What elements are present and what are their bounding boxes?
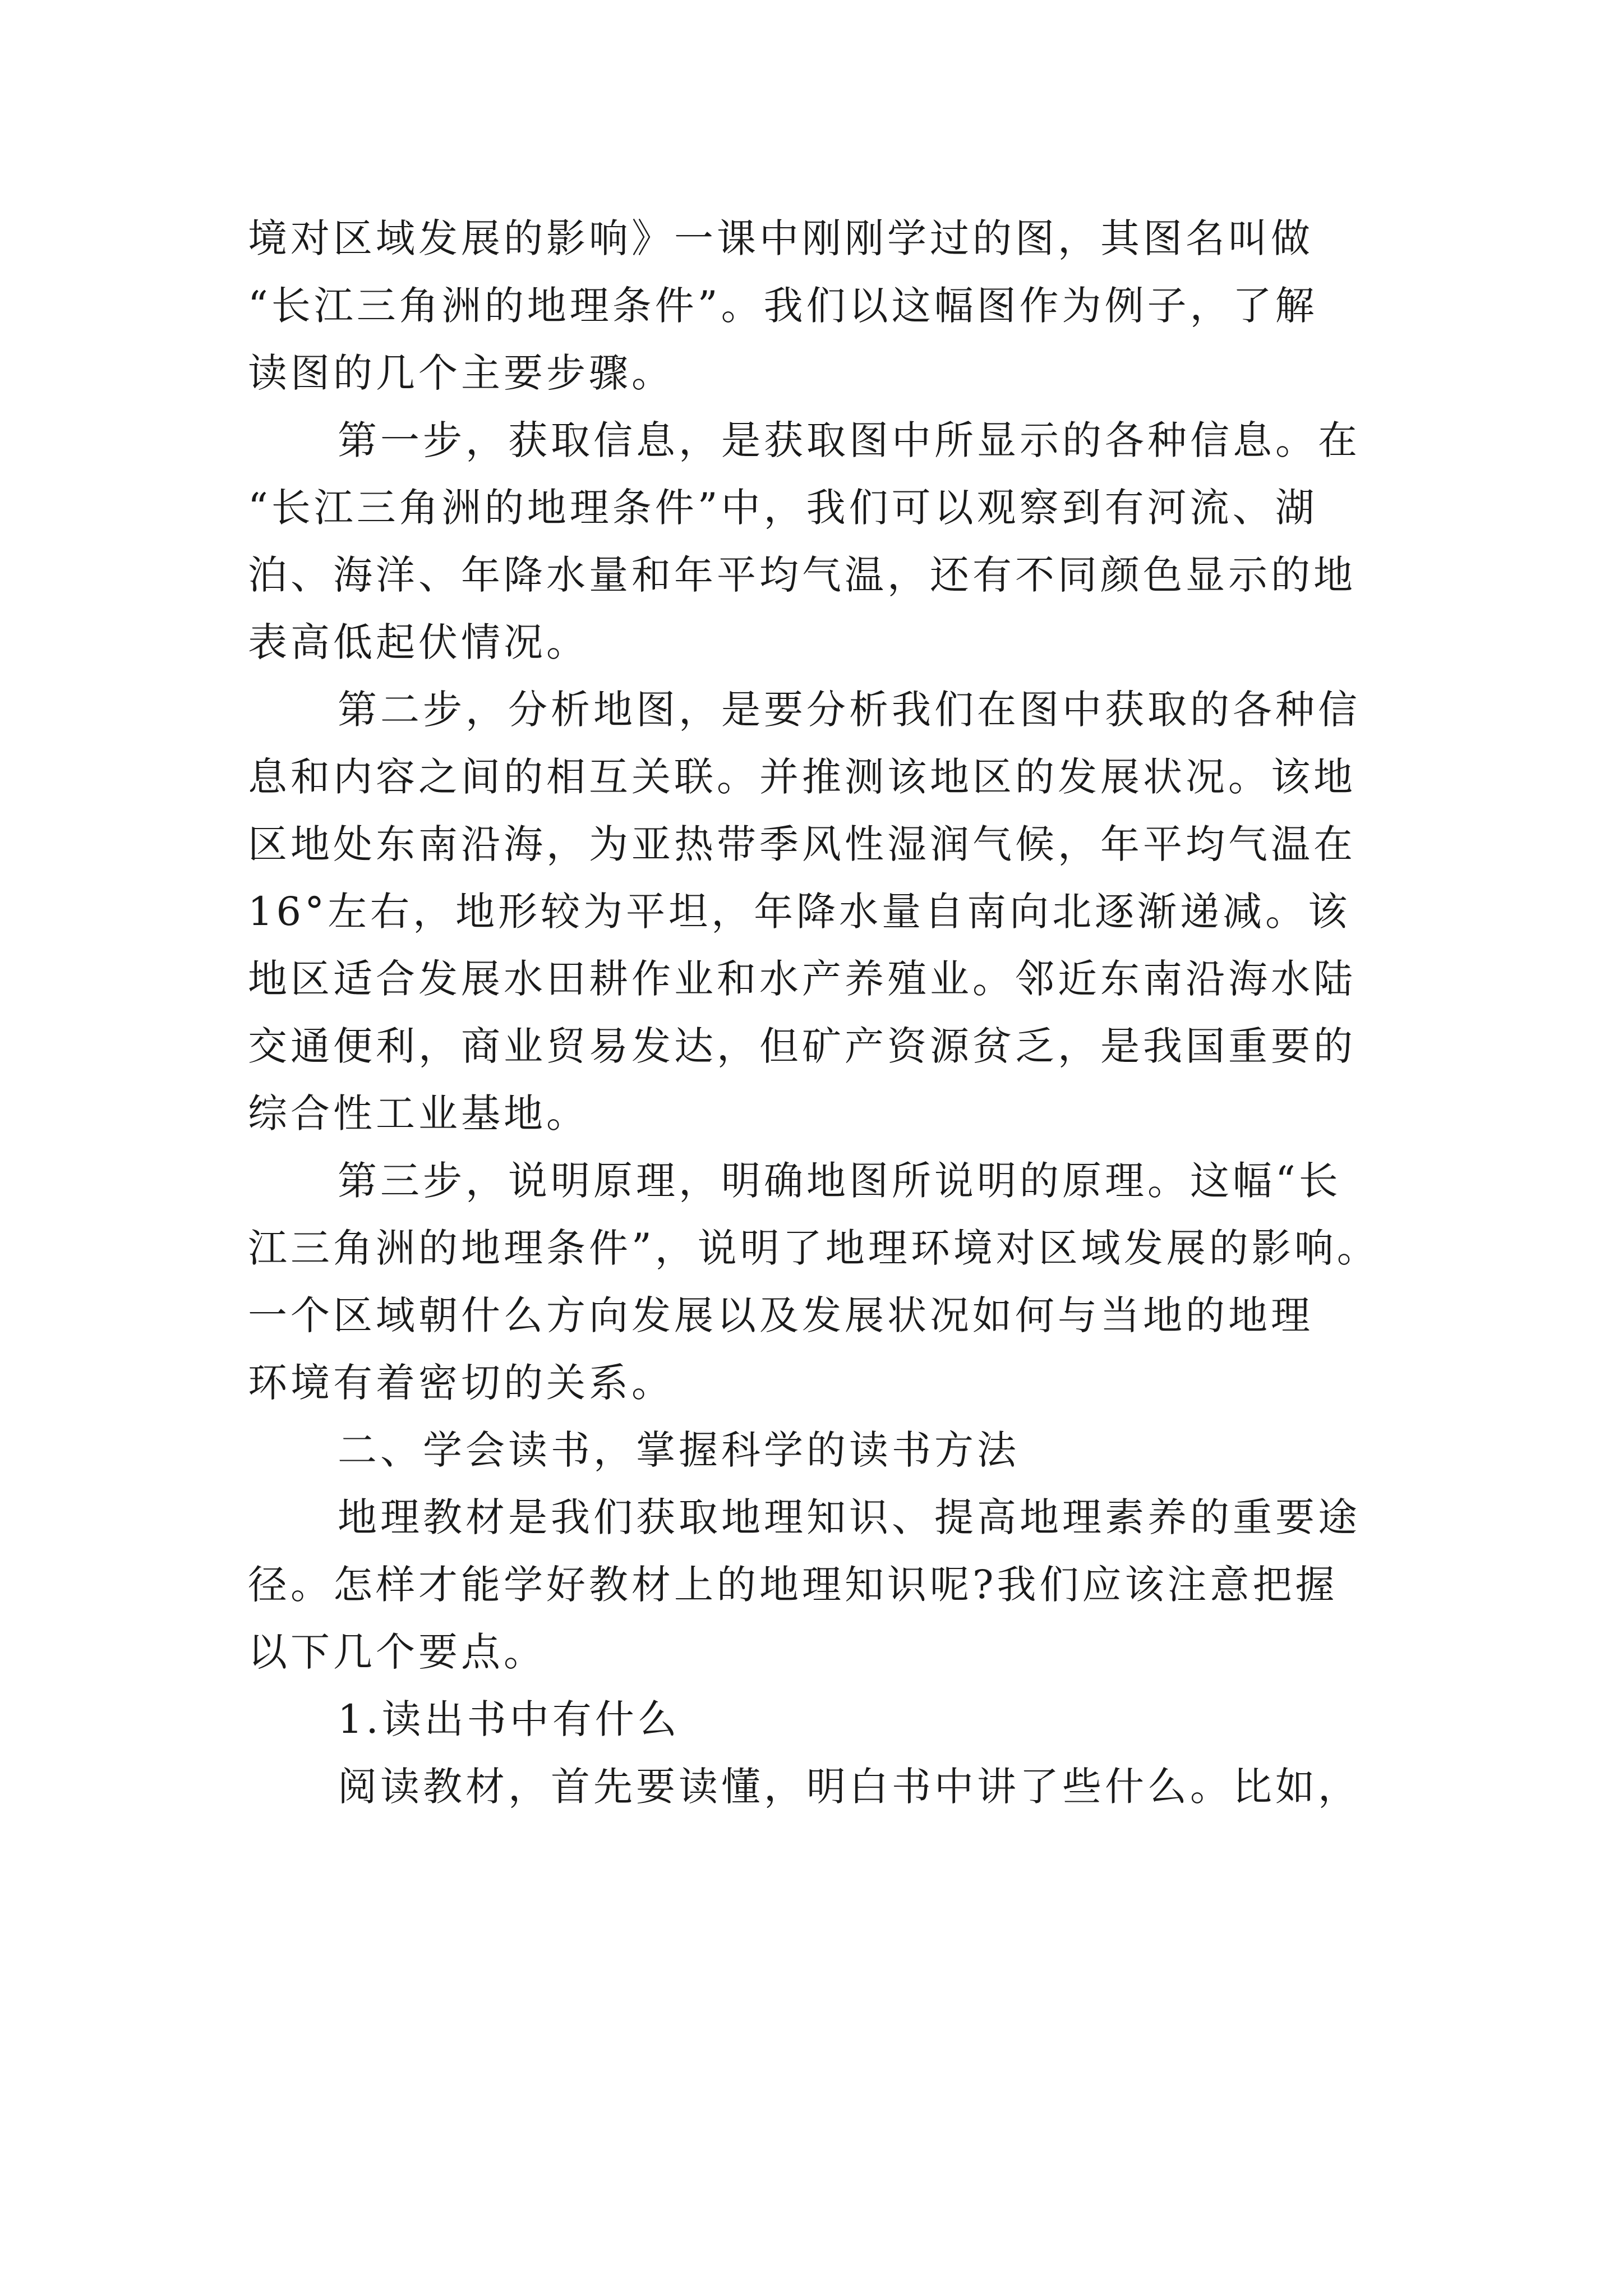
subsection-heading: 1.读出书中有什么: [338, 1696, 680, 1742]
paragraph-first-line: 第一步，获取信息，是获取图中所显示的各种信息。在: [338, 417, 1361, 463]
text-line: 读图的几个主要步骤。: [248, 350, 674, 396]
document-body: [248, 205, 1380, 1820]
text-line: 泊、海洋、年降水量和年平均气温，还有不同颜色显示的地: [248, 552, 1356, 598]
paragraph-first-line: 第三步，说明原理，明确地图所说明的原理。这幅“长: [338, 1158, 1341, 1204]
text-line: 16°左右，地形较为平坦，年降水量自南向北逐渐递减。该: [248, 889, 1351, 935]
paragraph-first-line: 第二步，分析地图，是要分析我们在图中获取的各种信: [338, 687, 1361, 733]
text-line: 息和内容之间的相互关联。并推测该地区的发展状况。该地: [248, 754, 1356, 800]
text-line: 区地处东南沿海，为亚热带季风性湿润气候，年平均气温在: [248, 821, 1356, 867]
text-line: “长江三角洲的地理条件”。我们以这幅图作为例子，了解: [248, 283, 1318, 329]
text-line: 径。怎样才能学好教材上的地理知识呢?我们应该注意把握: [248, 1562, 1338, 1608]
text-line: “长江三角洲的地理条件”中，我们可以观察到有河流、湖: [248, 485, 1318, 531]
text-line: 境对区域发展的影响》一课中刚刚学过的图，其图名叫做: [248, 215, 1313, 261]
text-line: 江三角洲的地理条件”，说明了地理环境对区域发展的影响。: [248, 1225, 1380, 1271]
text-line: 以下几个要点。: [248, 1629, 546, 1675]
text-line: 一个区域朝什么方向发展以及发展状况如何与当地的地理: [248, 1292, 1313, 1338]
section-heading: 二、学会读书，掌握科学的读书方法: [338, 1427, 1020, 1473]
text-line: 交通便利，商业贸易发达，但矿产资源贫乏，是我国重要的: [248, 1023, 1356, 1069]
paragraph-first-line: 阅读教材，首先要读懂，明白书中讲了些什么。比如，: [338, 1764, 1361, 1810]
text-line: 环境有着密切的关系。: [248, 1360, 674, 1406]
text-line: 表高低起伏情况。: [248, 619, 589, 665]
paragraph-first-line: 地理教材是我们获取地理知识、提高地理素养的重要途: [338, 1494, 1361, 1540]
text-line: 综合性工业基地。: [248, 1091, 589, 1137]
text-line: 地区适合发展水田耕作业和水产养殖业。邻近东南沿海水陆: [248, 956, 1356, 1002]
